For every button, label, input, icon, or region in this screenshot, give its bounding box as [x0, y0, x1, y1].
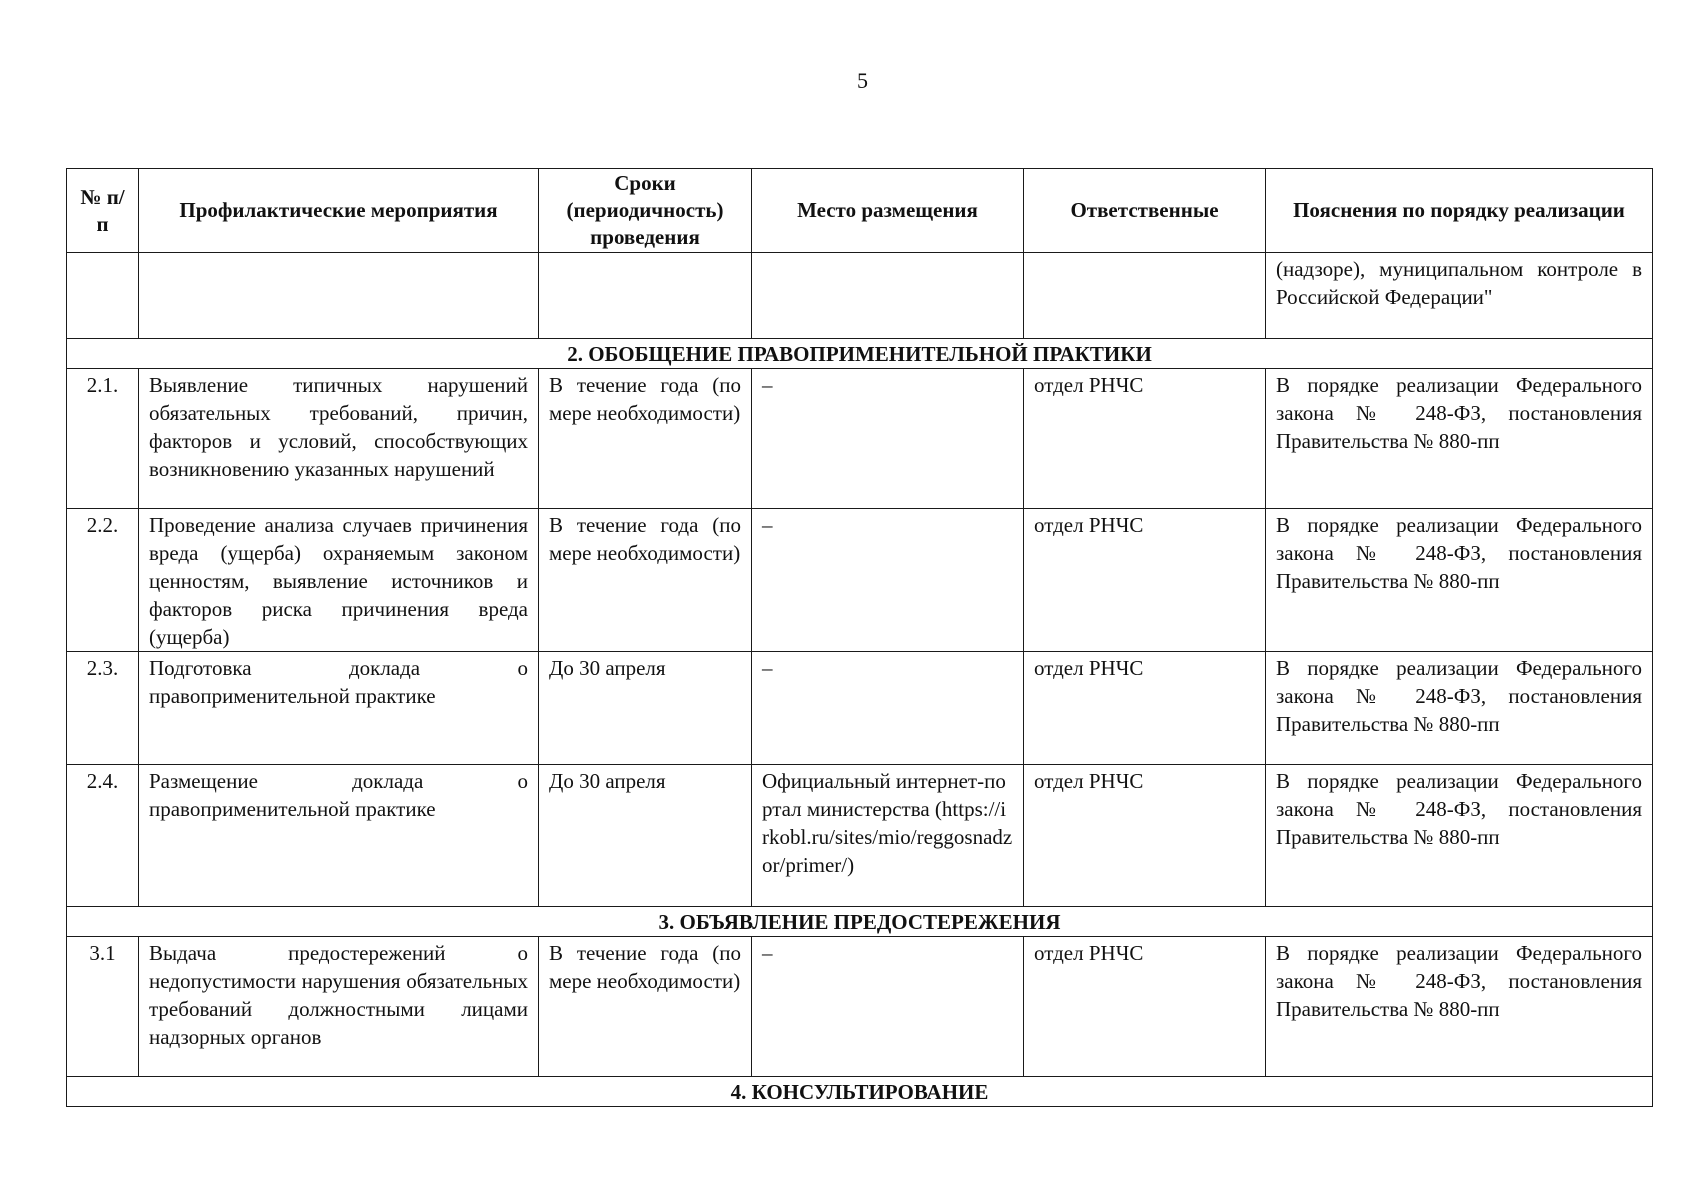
section-heading-row [67, 907, 1653, 937]
cell-notes: В порядке реализации Федерального закона № 248-ФЗ, постановления Правительства № 880-пп [1266, 937, 1653, 1077]
cell-notes: В порядке реализации Федерального закона № 248-ФЗ, постановления Правительства № 880-пп [1266, 509, 1653, 652]
cell-num: 2.3. [67, 652, 139, 765]
cell-place: – [752, 937, 1024, 1077]
table-header-row [67, 169, 1653, 253]
section-title: 3. ОБЪЯВЛЕНИЕ ПРЕДОСТЕРЕЖЕНИЯ [67, 907, 1653, 937]
header-responsible: Ответственные [1024, 169, 1266, 253]
page-number: 5 [857, 68, 868, 93]
section-heading-row [67, 1077, 1653, 1107]
header-num: № п/п [67, 169, 139, 253]
cell-place: – [752, 652, 1024, 765]
header-activity: Профилактические мероприятия [139, 169, 539, 253]
header-deadline: Сроки (периодичность) проведения [539, 169, 752, 253]
section-title: 4. КОНСУЛЬТИРОВАНИЕ [67, 1077, 1653, 1107]
cell-notes: В порядке реализации Федерального закона № 248-ФЗ, постановления Правительства № 880-пп [1266, 765, 1653, 907]
cell-empty [1024, 253, 1266, 339]
table-row [67, 369, 1653, 509]
cell-deadline: До 30 апреля [539, 652, 752, 765]
cell-place: – [752, 369, 1024, 509]
table-row [67, 652, 1653, 765]
cell-deadline: До 30 апреля [539, 765, 752, 907]
cell-num: 2.1. [67, 369, 139, 509]
table-row [67, 937, 1653, 1077]
cell-responsible: отдел РНЧС [1024, 509, 1266, 652]
cell-notes: В порядке реализации Федерального закона № 248-ФЗ, постановления Правительства № 880-пп [1266, 369, 1653, 509]
cell-num: 2.4. [67, 765, 139, 907]
section-title: 2. ОБОБЩЕНИЕ ПРАВОПРИМЕНИТЕЛЬНОЙ ПРАКТИКИ [67, 339, 1653, 369]
cell-activity: Подготовка доклада о правоприменительной практике [139, 652, 539, 765]
table-row [67, 765, 1653, 907]
cell-num: 2.2. [67, 509, 139, 652]
cell-activity: Размещение доклада о правоприменительной практике [139, 765, 539, 907]
cell-notes: (надзоре), муниципальном контроле в Российской Федерации" [1266, 253, 1653, 339]
table-row [67, 509, 1653, 652]
cell-deadline: В течение года (по мере необходимости) [539, 509, 752, 652]
header-place: Место размещения [752, 169, 1024, 253]
cell-empty [752, 253, 1024, 339]
cell-responsible: отдел РНЧС [1024, 765, 1266, 907]
cell-place: Официальный интернет-портал министерства (https://irkobl.ru/sites/mio/reggosnadzor/primer/) [752, 765, 1024, 907]
cell-empty [67, 253, 139, 339]
cell-empty [139, 253, 539, 339]
cell-responsible: отдел РНЧС [1024, 652, 1266, 765]
cell-activity: Проведение анализа случаев причинения вреда (ущерба) охраняемым законом ценностям, выявление источников и факторов риска причинения вреда (ущерба) [139, 509, 539, 652]
cell-notes: В порядке реализации Федерального закона № 248-ФЗ, постановления Правительства № 880-пп [1266, 652, 1653, 765]
continuation-row [67, 253, 1653, 339]
cell-activity: Выдача предостережений о недопустимости нарушения обязательных требований должностными лицами надзорных органов [139, 937, 539, 1077]
cell-empty [539, 253, 752, 339]
cell-deadline: В течение года (по мере необходимости) [539, 937, 752, 1077]
measures-table [66, 168, 1653, 1107]
cell-deadline: В течение года (по мере необходимости) [539, 369, 752, 509]
cell-activity: Выявление типичных нарушений обязательных требований, причин, факторов и условий, способствующих возникновению указанных нарушений [139, 369, 539, 509]
cell-num: 3.1 [67, 937, 139, 1077]
cell-responsible: отдел РНЧС [1024, 369, 1266, 509]
cell-responsible: отдел РНЧС [1024, 937, 1266, 1077]
section-heading-row [67, 339, 1653, 369]
cell-place: – [752, 509, 1024, 652]
header-notes: Пояснения по порядку реализации [1266, 169, 1653, 253]
